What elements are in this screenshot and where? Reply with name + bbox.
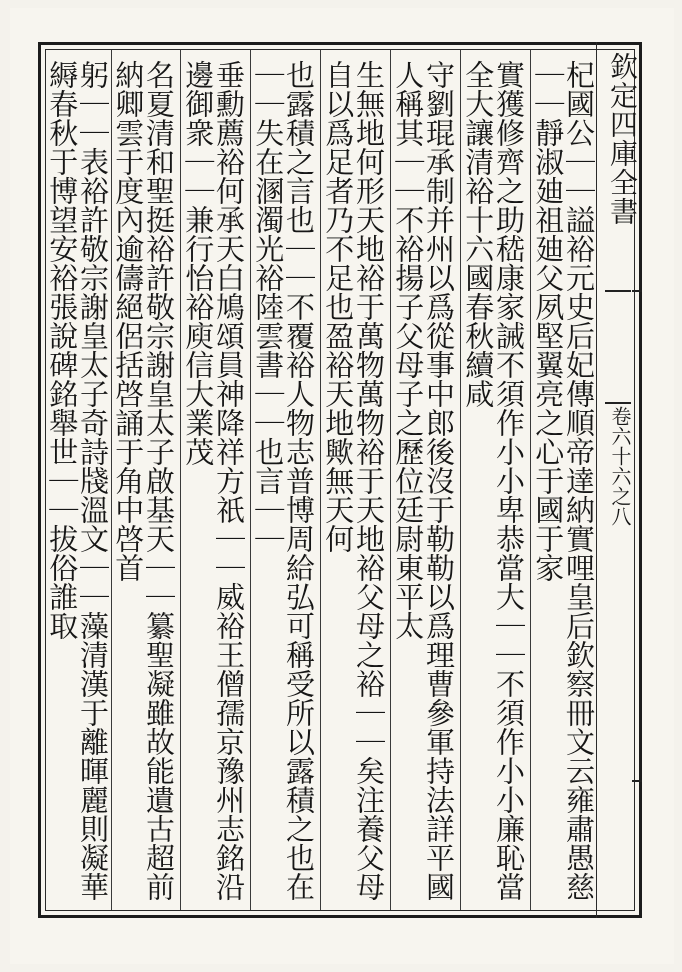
text-column-8 xyxy=(45,60,110,910)
column-text: 實獲修齊之助嵇康家誡不須作小小卑恭當大｜｜不須作小小廉恥當全大讓清裕十六國春秋續咸 xyxy=(461,60,526,901)
text-column-1 xyxy=(531,60,596,910)
text-column-3 xyxy=(391,60,456,910)
column-text: 也露積之言也｜｜不覆裕人物志普博周給弘可稱受所以露積之也在｜｜失在溷濁光裕陸雲書｜｜也言｜｜ xyxy=(251,60,316,901)
column-text: 生無地何形天地裕于萬物萬物裕于天地裕父母之裕｜｜矣注養父母自以爲足者乃不足也盈裕天地歟無天何 xyxy=(321,60,386,901)
text-column-2 xyxy=(461,60,526,910)
fold-tick xyxy=(632,290,642,292)
text-column-5 xyxy=(251,60,316,910)
column-text: 杞國公｜｜謚裕元史后妃傳順帝達納實哩皇后欽察冊文云雍肅愚慈｜｜靜淑廸祖廸父夙堅翼亮之心于國于家 xyxy=(531,60,596,901)
column-text: 名夏清和聖挺裕許敬宗謝皇太子啟基天｜｜纂聖凝雖故能遺古超前納卿雲于度內逾儔絕侶括啓誦于角中啓首 xyxy=(111,60,176,901)
text-column-4 xyxy=(321,60,386,910)
page-frame xyxy=(38,42,642,918)
text-column-6 xyxy=(181,60,246,910)
column-text: 垂勳薦裕何承天白鳩頌員神降祥方祇｜｜威裕王僧孺京豫州志銘沿邊御衆｜｜兼行怡裕庾信大業茂 xyxy=(181,60,246,901)
fish-tail-mark xyxy=(605,290,631,404)
volume-label: 卷六十六之八 xyxy=(608,406,632,526)
column-text: 躬｜｜表裕許敬宗謝皇太子奇詩牋溫文｜｜藻清漢于離暉麗則凝華縟春秋于博望安裕張說碑銘舉世｜｜拔俗誰取 xyxy=(45,60,110,901)
book-title: 欽定四庫全書 xyxy=(606,52,639,226)
text-column-7 xyxy=(111,60,176,910)
inner-border xyxy=(45,49,639,911)
column-text: 守劉琨承制并州以爲從事中郎後沒于勒勒以爲理曹參軍持法詳平國人稱其｜｜不裕揚子父母子之歷位廷尉東平太 xyxy=(391,60,456,901)
fold-tick xyxy=(632,780,642,782)
